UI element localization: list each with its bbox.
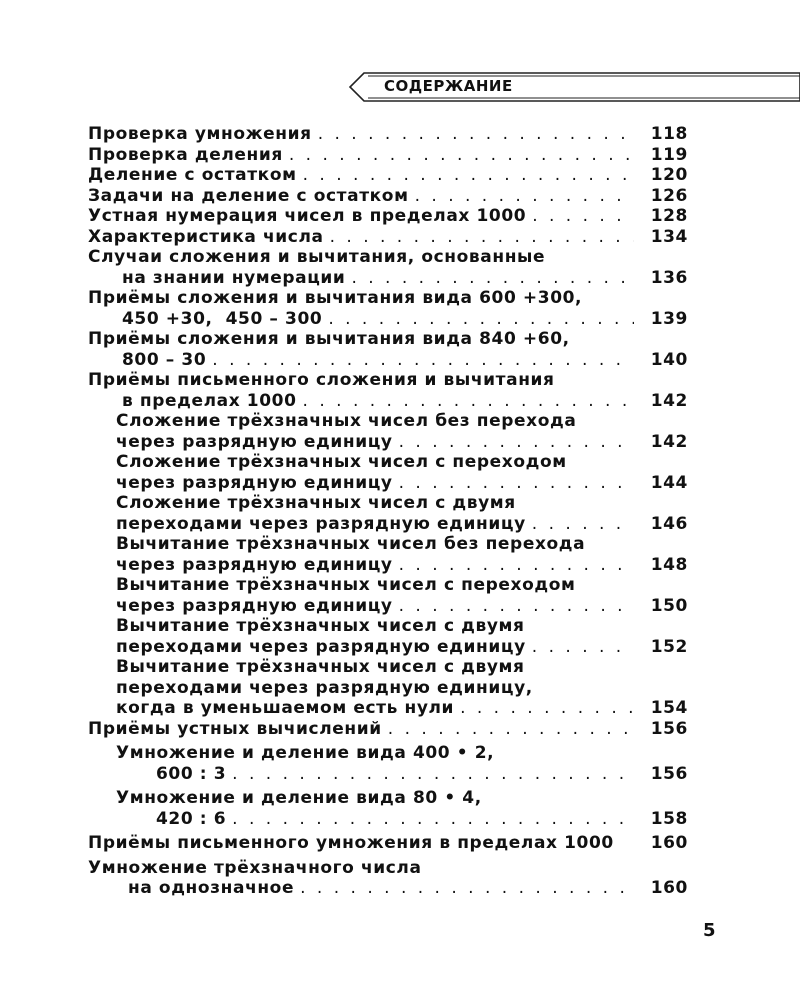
- toc-page: 120: [650, 165, 688, 185]
- toc-page: 126: [650, 185, 688, 206]
- leader-dots: [532, 206, 634, 227]
- toc-subentry[interactable]: Вычитание трёхзначных чисел с двумя переходами через разрядную единицу, когда в уменьшаемом есть нули . . . 154: [88, 657, 688, 719]
- toc-entry[interactable]: Приёмы сложения и вычитания вида 600 +300, 450 +30, 450 – 300 . . . 139: [88, 288, 688, 329]
- toc-page: 146: [650, 513, 688, 534]
- leader-dots: [300, 878, 634, 899]
- toc-page: 139: [650, 308, 688, 329]
- toc-subentry[interactable]: Умножение и деление вида 80 • 4, 420 : 6 . . . 158: [88, 788, 688, 829]
- toc-page: 136: [650, 267, 688, 288]
- leader-dots: [399, 596, 634, 617]
- leader-dots: [303, 165, 634, 186]
- toc-entry[interactable]: Умножение трёхзначного числа на однозначное . . . 160: [88, 858, 688, 899]
- toc-entry[interactable]: Задачи на деление с остатком . . . 126: [88, 186, 688, 207]
- leader-dots: [330, 227, 634, 248]
- toc-page: 118: [650, 124, 688, 144]
- toc-entry[interactable]: Приёмы сложения и вычитания вида 840 +60, 800 – 30 . . . 140: [88, 329, 688, 370]
- toc-subentry[interactable]: Умножение и деление вида 400 • 2, 600 : 3 . . . 156: [88, 743, 688, 784]
- toc-subentry[interactable]: Сложение трёхзначных чисел с двумя переходами через разрядную единицу . . . 146: [88, 493, 688, 534]
- leader-dots: [399, 555, 634, 576]
- toc-entry[interactable]: Проверка умножения . . . 118: [88, 124, 688, 145]
- toc-page: 156: [650, 763, 688, 784]
- toc-entry[interactable]: Приёмы письменного умножения в пределах 1000 160: [88, 833, 688, 853]
- toc-subentry[interactable]: Вычитание трёхзначных чисел без перехода через разрядную единицу . . . 148: [88, 534, 688, 575]
- toc-page: 148: [650, 554, 688, 575]
- toc-subentry[interactable]: Сложение трёхзначных чисел без перехода через разрядную единицу . . . 142: [88, 411, 688, 452]
- toc-page: 154: [650, 698, 688, 718]
- toc-entry[interactable]: Характеристика числа . . . 134: [88, 227, 688, 248]
- page-number: 5: [703, 920, 716, 941]
- toc-entry[interactable]: Приёмы устных вычислений . . . 156: [88, 719, 688, 740]
- leader-dots: [328, 309, 634, 330]
- toc-page: 144: [650, 472, 688, 493]
- toc-page: 142: [650, 431, 688, 452]
- leader-dots: [289, 145, 634, 166]
- toc-page: 150: [650, 595, 688, 616]
- toc-page: 158: [650, 808, 688, 829]
- toc-subentry[interactable]: Вычитание трёхзначных чисел с переходом через разрядную единицу . . . 150: [88, 575, 688, 616]
- leader-dots: [415, 186, 634, 207]
- leader-dots: [399, 473, 634, 494]
- leader-dots: [351, 268, 634, 289]
- toc-page: 140: [650, 349, 688, 370]
- toc-page: 134: [650, 226, 688, 247]
- leader-dots: [388, 719, 634, 740]
- table-of-contents: [88, 124, 688, 899]
- toc-entry[interactable]: Приёмы письменного сложения и вычитания в пределах 1000 . . . 142: [88, 370, 688, 411]
- leader-dots: [232, 809, 634, 830]
- leader-dots: [232, 764, 634, 785]
- toc-entry[interactable]: Устная нумерация чисел в пределах 1000 . . . 128: [88, 206, 688, 227]
- toc-subentry[interactable]: Сложение трёхзначных чисел с переходом через разрядную единицу . . . 144: [88, 452, 688, 493]
- leader-dots: [532, 514, 634, 535]
- section-header: [348, 72, 800, 102]
- toc-entry[interactable]: Случаи сложения и вычитания, основанные на знании нумерации . . . 136: [88, 247, 688, 288]
- toc-page: 160: [650, 833, 688, 853]
- leader-dots: [460, 698, 634, 719]
- toc-page: 119: [650, 144, 688, 165]
- leader-dots: [212, 350, 634, 371]
- toc-page: 156: [650, 718, 688, 739]
- toc-entry[interactable]: Деление с остатком . . . 120: [88, 165, 688, 186]
- toc-page: 128: [650, 206, 688, 226]
- toc-page: 142: [650, 390, 688, 411]
- toc-page: 160: [650, 878, 688, 898]
- leader-dots: [532, 637, 634, 658]
- toc-entry[interactable]: Проверка деления . . . 119: [88, 145, 688, 166]
- leader-dots: [303, 391, 634, 412]
- leader-dots: [318, 124, 634, 145]
- leader-dots: [399, 432, 634, 453]
- toc-page: 152: [650, 636, 688, 657]
- header-title: СОДЕРЖАНИЕ: [384, 77, 513, 95]
- toc-subentry[interactable]: Вычитание трёхзначных чисел с двумя переходами через разрядную единицу . . . 152: [88, 616, 688, 657]
